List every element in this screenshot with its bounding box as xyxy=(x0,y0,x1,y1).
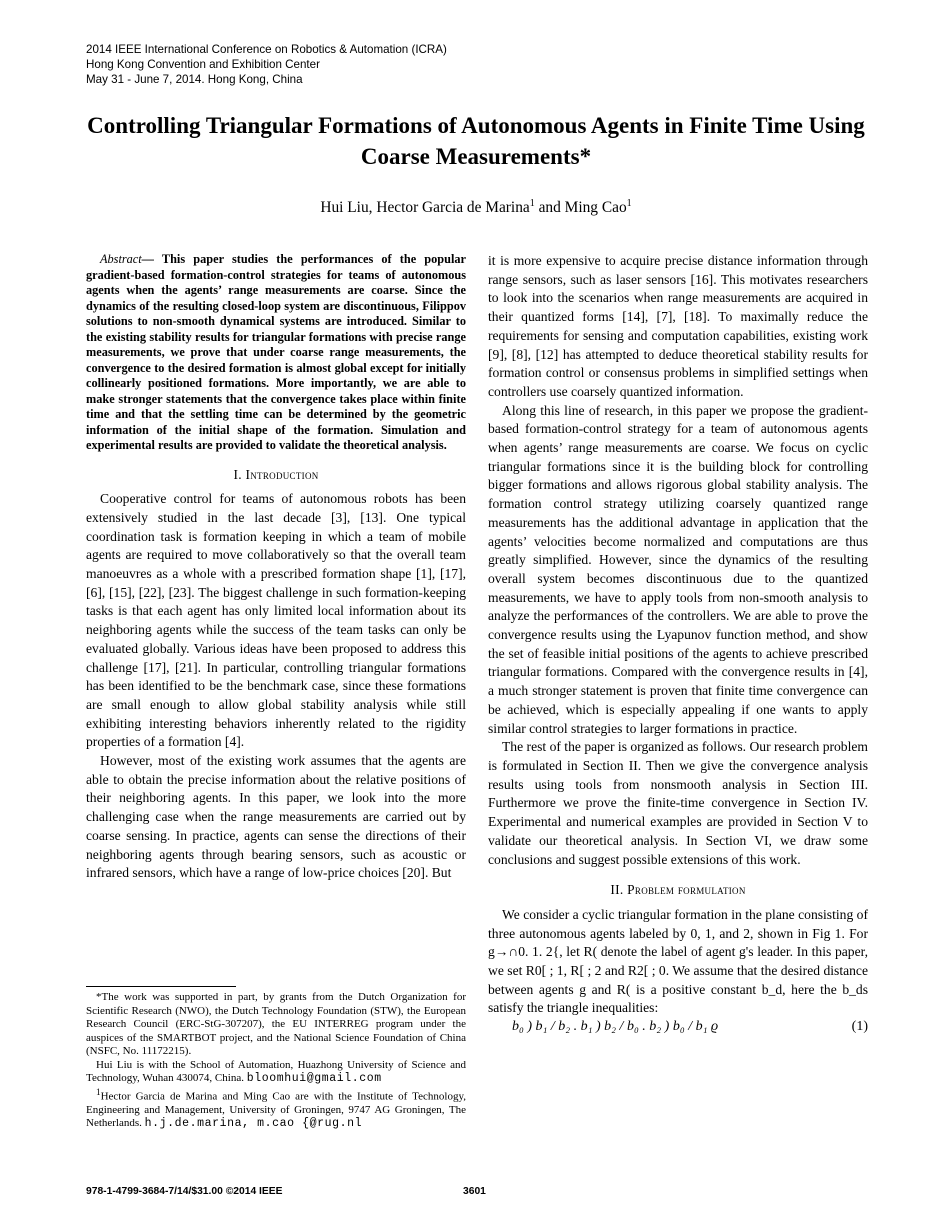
conference-line-2: Hong Kong Convention and Exhibition Center xyxy=(86,58,320,71)
footnote-affiliation-2 xyxy=(86,1086,466,1131)
conference-line-3: May 31 - June 7, 2014. Hong Kong, China xyxy=(86,73,303,86)
intro-paragraph-2: However, most of the existing work assumes that the agents are able to obtain the precise information about the relative positions of their neighboring agents. In this paper, we look into the more challenging case when the range measurements are carried out by coarse sensing. In practice, agents can sense the directions of their neighboring agents through bearing sensors, such as acoustic or infrared sensors, which have a range of low-price choices [20]. But xyxy=(86,753,466,881)
footer-copyright: 978-1-4799-3684-7/14/$31.00 ©2014 IEEE xyxy=(86,1186,283,1197)
footnote-affiliation-2-text: Hector Garcia de Marina and Ming Cao are with the Institute of Technology, Engineering and Management, University of Groningen, 9747 AG Groningen, The Netherlands. xyxy=(86,1090,466,1130)
footnotes xyxy=(86,986,466,1131)
right-paragraph-4: We consider a cyclic triangular formation in the plane consisting of three autonomous agents labeled by 0, 1, and 2, shown in Fig 1. For g→∩0. 1. 2{, let R( denote the label of agent g's leader. In this paper, we set R0[ ; 1, R[ ; 2 and R2[ ; 0. We assume that the desired distance between agents g and R( is a positive constant b_d, here the b_ds satisfy the triangle inequalities: xyxy=(488,906,868,1016)
affiliation-mark-2: 1 xyxy=(626,198,632,209)
equation-body: b₀ ) b₁ / b₂ . b₁ ) b₂ / b₀ . b₂ ) b₀ / b₁ ϱ xyxy=(512,1019,719,1035)
right-column xyxy=(488,252,868,1037)
section-heading-introduction: I. Introduction xyxy=(233,466,319,482)
conference-line-1: 2014 IEEE International Conference on Robotics & Automation (ICRA) xyxy=(86,43,447,56)
equation-1 xyxy=(488,1018,868,1037)
author-2: , Hector Garcia de Marina xyxy=(368,199,530,217)
right-paragraph-1: it is more expensive to acquire precise distance information through range sensors, such as laser sensors [16]. This motivates researchers to look into the scenarios when range measurements are acquired in their quantized forms [14], [7], [18]. To maximally reduce the requirements for sensing and computation capabilities, existing work [9], [8], [12] has attempted to deduce theoretical stability results for formation control or consensus problems in simplified settings when controllers use coarsely quantized information. xyxy=(488,253,868,399)
abstract-label: Abstract xyxy=(100,252,142,266)
footnote-funding: *The work was supported in part, by grants from the Dutch Organization for Scientific Research (NWO), the Dutch Technology Foundation (STW), the European Research Council (ERC-StG-307207), the EU INTERREG program under the auspices of the SMARTBOT project, and the National Science Foundation of China (NSFC, No. 11172215). xyxy=(86,991,466,1057)
author-1: Hui Liu xyxy=(320,199,369,217)
affiliation-mark-1: 1 xyxy=(529,198,535,209)
footnote-affiliation-1 xyxy=(86,1059,466,1086)
footnote-mark: 1 xyxy=(96,1086,101,1097)
author-list xyxy=(86,198,866,217)
author-3: and Ming Cao xyxy=(534,199,627,217)
section-heading-problem-formulation: II. Problem formulation xyxy=(610,882,746,898)
abstract xyxy=(86,252,466,454)
left-column xyxy=(86,252,466,883)
conference-header xyxy=(86,42,447,87)
right-paragraph-2: Along this line of research, in this paper we propose the gradient-based formation-control strategy for a team of autonomous agents when agents’ range measurements are coarse. We focus on cyclic triangular formations since it is the building block for controlling bigger formations and allows rigorous global stability analysis. The formation control strategy utilizing coarsely quantized range measurements has the additional advantage in application that the agents’ velocities become normalized and computations are thus greatly simplified. However, since the dynamics of the resulting overall system becomes discontinuous due to the quantized measurements, we have to apply tools from non-smooth analysis to analyze the performances of the controllers. We are able to prove the convergence results using the Lyapunov function method, and show the set of feasible initial positions of the agents to achieve prescribed triangular formations. Compared with the convergence results in [4], a much stronger statement is proven that finite time convergence can be achieved, which is especially appealing if one wants to apply similar control strategies to larger formations in practice. xyxy=(488,402,868,736)
email-hui-liu: bloomhui@gmail.com xyxy=(246,1072,382,1085)
footnote-affiliation-1-text: Hui Liu is with the School of Automation, Huazhong University of Science and Technology, Wuhan 430074, China. xyxy=(86,1058,466,1084)
footnote-rule xyxy=(86,986,236,987)
page-number: 3601 xyxy=(463,1186,486,1197)
right-paragraph-3: The rest of the paper is organized as follows. Our research problem is formulated in Section II. Then we give the convergence analysis results using tools from nonsmooth analysis in Section III. Furthermore we prove the finite-time convergence in Section IV. Experimental and numerical examples are provided in Section V to validate our theoretical analysis. In Section VI, we draw some conclusions and suggest possible extensions of this work. xyxy=(488,739,868,867)
intro-paragraph-1: Cooperative control for teams of autonomous robots has been extensively studied in the last decade [3], [13]. One typical coordination task is formation keeping in which a team of mobile agents are required to move collaboratively so that the overall team manoeuvres as a whole with a prescribed formation shape [1], [17], [6], [15], [22], [23]. The biggest challenge in such formation-keeping tasks is that each agent has only limited local information about its neighboring agents while the success of the team tasks can only be evaluated globally. Various ideas have been proposed to address this challenge [17], [21]. In particular, controlling triangular formations has been identified to be the benchmark case, since these formations are small enough to allow global stability analysis while still exhibiting interesting behaviors inherently related to the rigidity properties of a formation [4]. xyxy=(86,491,466,750)
abstract-text: — This paper studies the performances of the popular gradient-based formation-control strategies for teams of autonomous agents when the agents’ range measurements are coarse. Since the dynamics of the resulting closed-loop system are discontinuous, Filippov solutions to non-smooth dynamical systems are introduced. Similar to the existing stability results for triangular formations with precise range measurements, we prove that under coarse range measurements, the convergence to the desired formation is almost global except for initially collinearly positioned formations. More importantly, we are able to make stronger statements that the convergence takes place within finite time and that the settling time can be determined by the geometric information of the initial shape of the formation. Simulation and experimental results are provided to validate the theoretical analysis. xyxy=(86,252,466,452)
equation-number: (1) xyxy=(851,1019,868,1035)
paper-title: Controlling Triangular Formations of Autonomous Agents in Finite Time Using Coarse Measurements* xyxy=(87,113,865,169)
email-groningen: h.j.de.marina, m.cao {@rug.nl xyxy=(144,1117,363,1131)
